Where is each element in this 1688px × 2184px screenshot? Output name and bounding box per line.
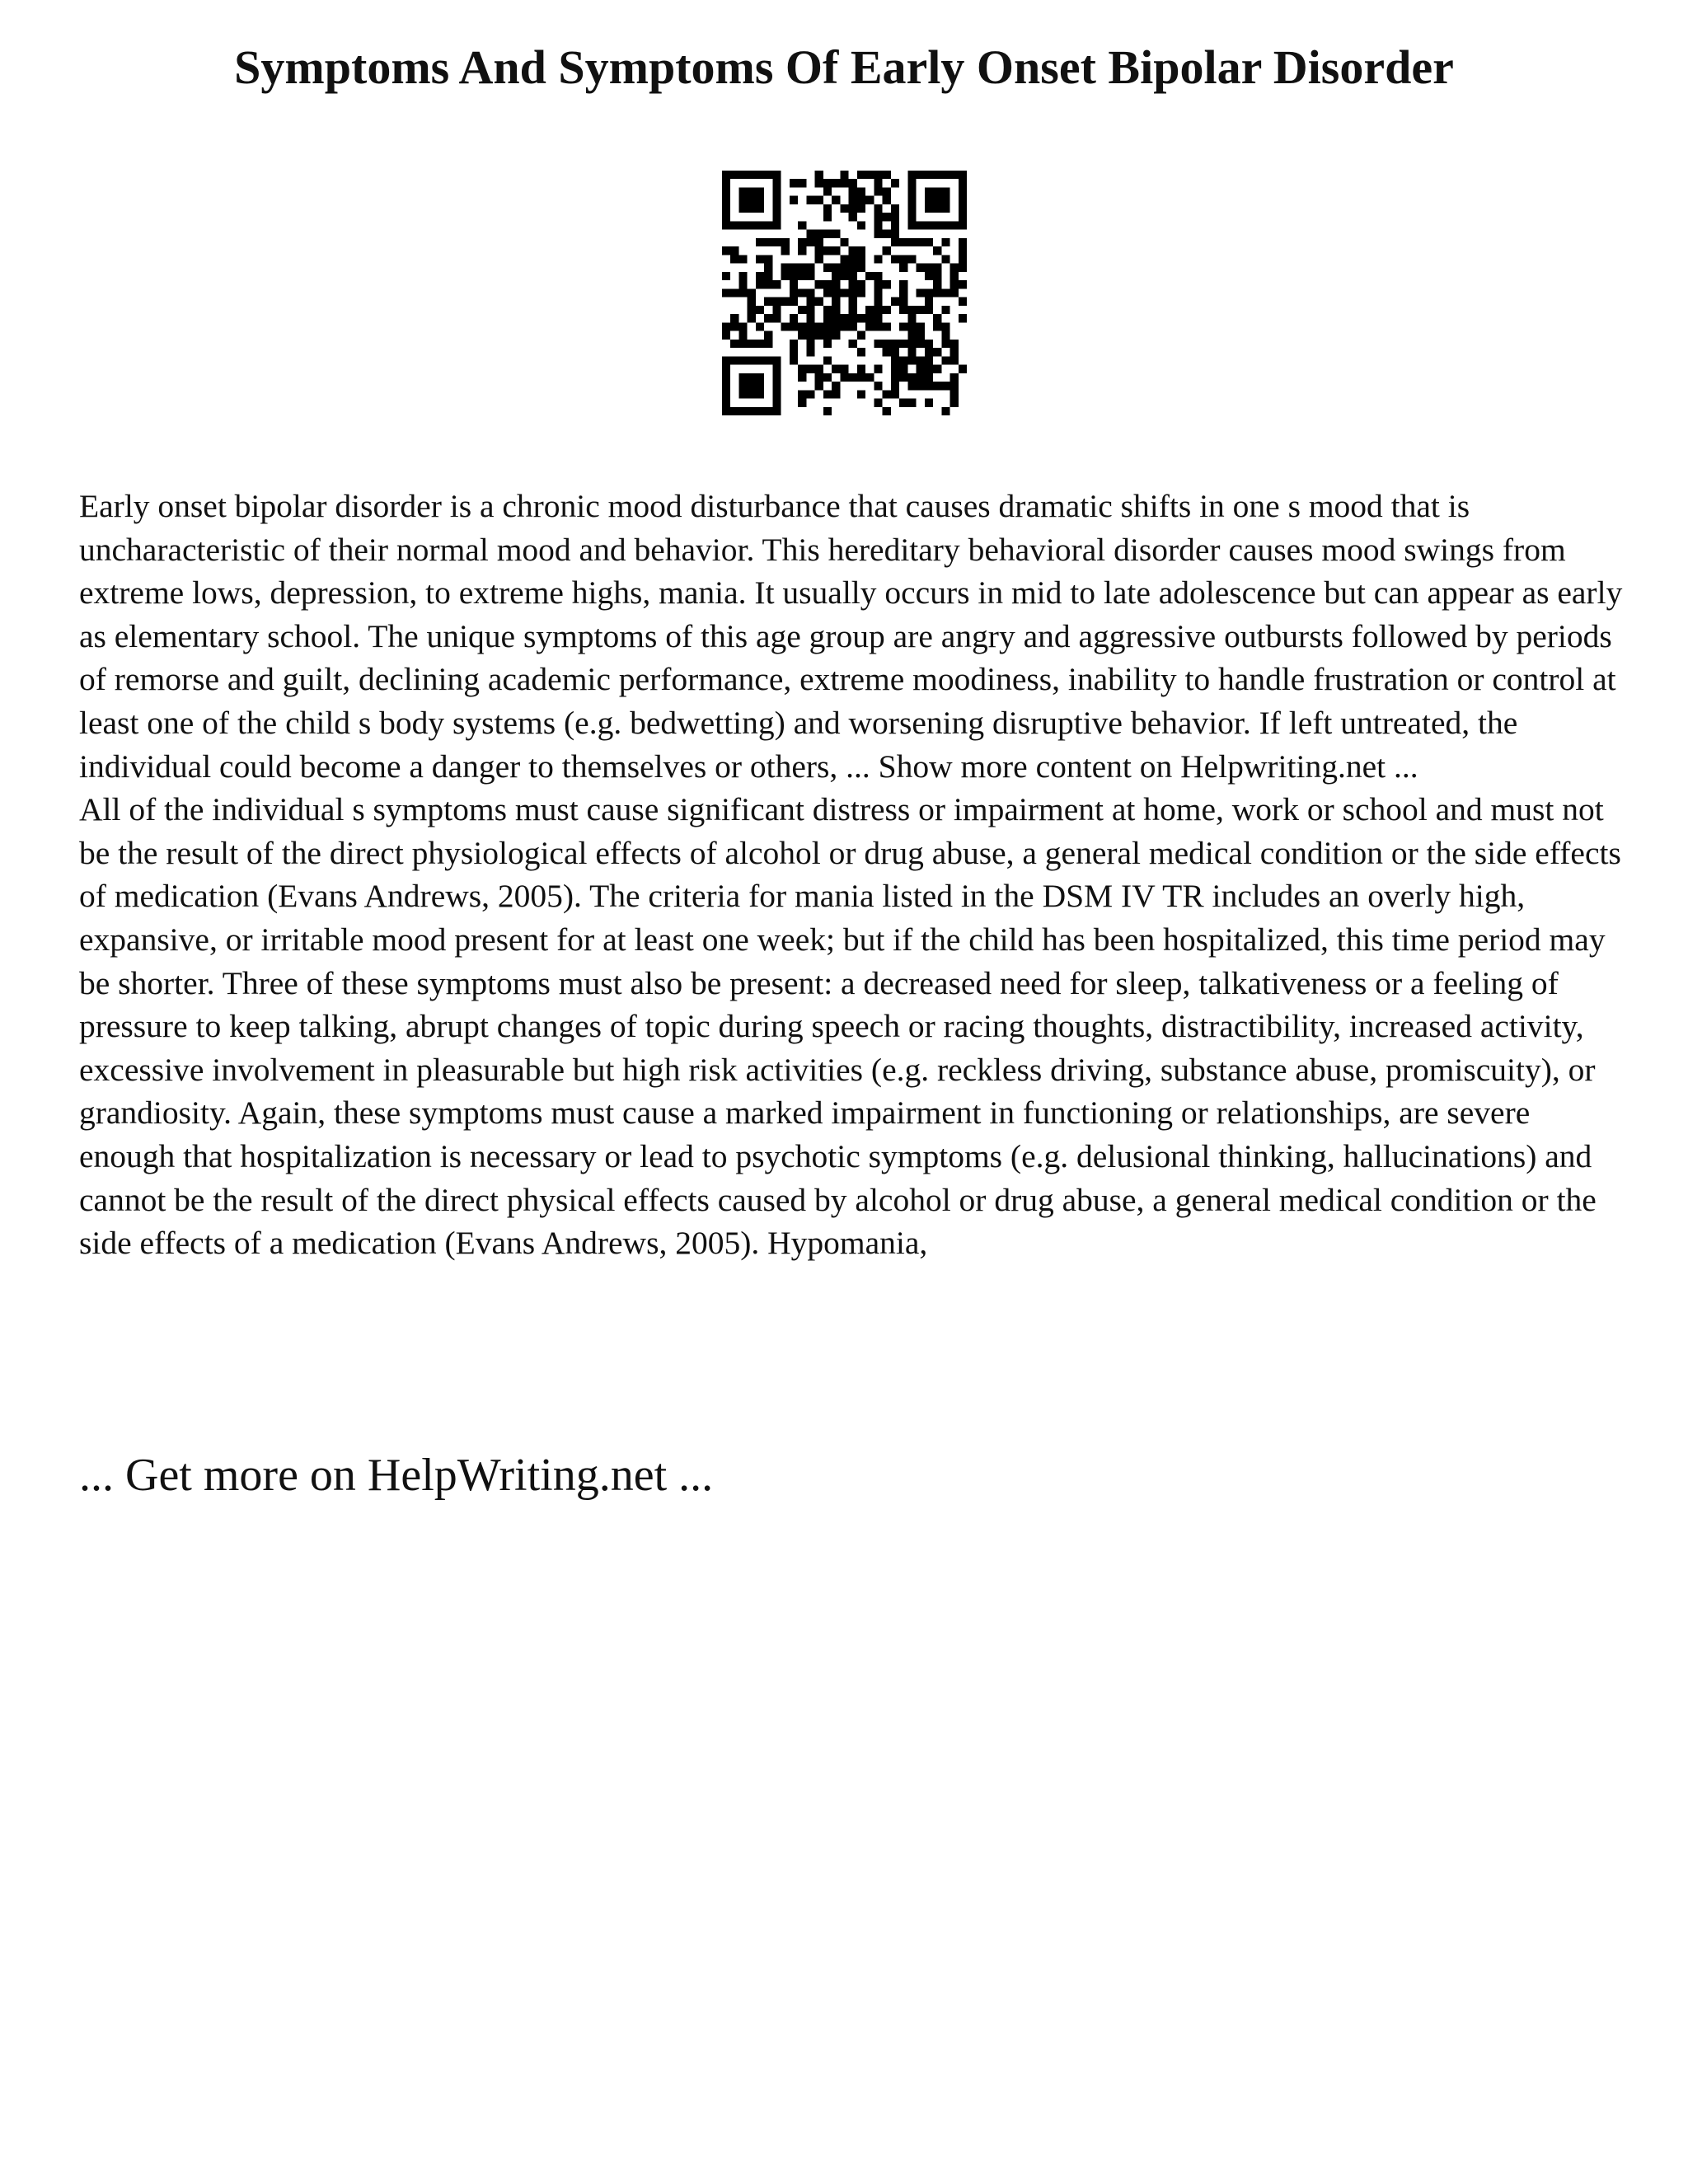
qr-code-icon <box>722 171 967 415</box>
page-title: Symptoms And Symptoms Of Early Onset Bipolar Disorder <box>234 40 1454 94</box>
get-more-link[interactable]: ... Get more on HelpWriting.net ... <box>79 1450 714 1501</box>
paragraph-1: Early onset bipolar disorder is a chronic mood disturbance that causes dramatic shifts in one s mood that is uncharacteristic of their normal mood and behavior. This hereditary behavioral disorder causes mood swings from extreme lows, depression, to extreme highs, mania. It usually occurs in mid to late adolescence but can appear as early as elementary school. The unique symptoms of this age group are angry and aggressive outbursts followed by periods of remorse and guilt, declining academic performance, extreme moodiness, inability to handle frustration or control at least one of the child s body systems (e.g. bedwetting) and worsening disruptive behavior. If left untreated, the individual could become a danger to themselves or others, ... Show more content on Helpwriting.net ... <box>79 488 1623 785</box>
article-body <box>79 485 1629 1265</box>
paragraph-2: All of the individual s symptoms must cause significant distress or impairment at home, work or school and must not be the result of the direct physiological effects of alcohol or drug abuse, a general medical condition or the side effects of medication (Evans Andrews, 2005). The criteria for mania listed in the DSM IV TR includes an overly high, expansive, or irritable mood present for at least one week; but if the child has been hospitalized, this time period may be shorter. Three of these symptoms must also be present: a decreased need for sleep, talkativeness or a feeling of pressure to keep talking, abrupt changes of topic during speech or racing thoughts, distractibility, increased activity, excessive involvement in pleasurable but high risk activities (e.g. reckless driving, substance abuse, promiscuity), or grandiosity. Again, these symptoms must cause a marked impairment in functioning or relationships, are severe enough that hospitalization is necessary or lead to psychotic symptoms (e.g. delusional thinking, hallucinations) and cannot be the result of the direct physical effects caused by alcohol or drug abuse, a general medical condition or the side effects of a medication (Evans Andrews, 2005). Hypomania, <box>79 791 1621 1262</box>
